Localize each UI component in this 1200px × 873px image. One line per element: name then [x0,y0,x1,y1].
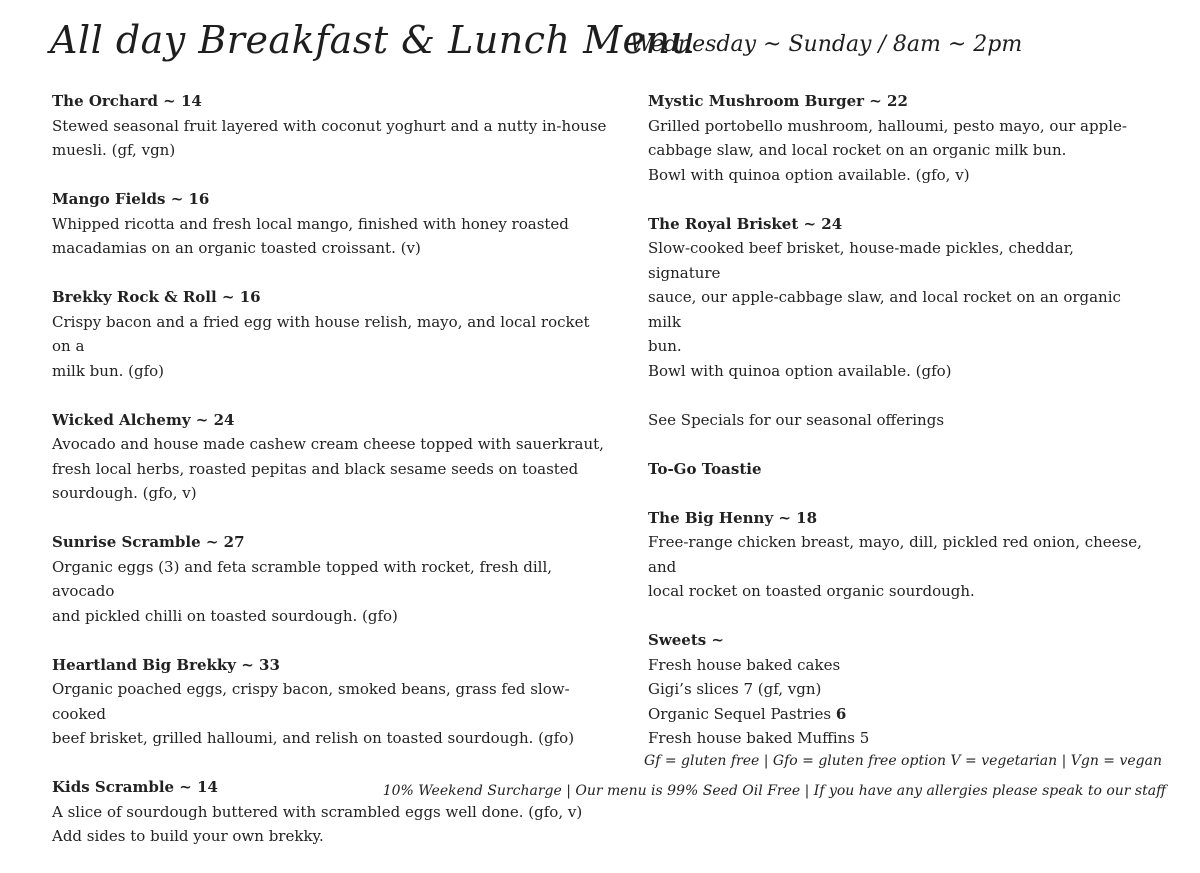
specials-text: See Specials for our seasonal offerings [648,410,945,429]
menu-item-description: sourdough. (gfo, v) [52,484,197,502]
menu-item-description: Bowl with quinoa option available. (gfo, v) [648,165,970,184]
footer-note: 10% Weekend Surcharge | Our menu is 99% Seed Oil Free | If you have any allergies please speak to our staff [382,783,1166,799]
menu-item-description: cabbage slaw, and local rocket on an organic milk bun. [648,141,1067,159]
menu-item-description: Avocado and house made cashew cream cheese topped with sauerkraut, [52,435,604,453]
right-column [648,89,1148,775]
menu-item-description: sauce, our apple-cabbage slaw, and local rocket on an organic milk [648,288,1121,331]
menu-item-description: milk bun. (gfo) [52,361,165,380]
menu-item-description: fresh local herbs, roasted pepitas and black sesame seeds on toasted [52,459,579,478]
sweets-item: Fresh house baked cakes [648,655,841,674]
menu-item-description: Add sides to build your own brekky. [52,827,324,845]
opening-hours: Wednesday ~ Sunday / 8am ~ 2pm [630,32,1023,57]
sweets-item-text: Organic Sequel Pastries [648,704,836,723]
menu-item-description: macadamias on an organic toasted croissant. (v) [52,239,421,257]
menu-item-description: Stewed seasonal fruit layered with coconut yoghurt and a nutty in-house [52,116,607,135]
menu-item-description: Whipped ricotta and fresh local mango, finished with honey roasted [52,214,569,233]
menu-item-title: Kids Scramble ~ 14 [52,778,218,796]
menu-item-description: muesli. (gf, vgn) [52,141,176,159]
sweets-item: Gigi’s slices 7 (gf, vgn) [648,680,822,698]
menu-item [52,408,612,506]
specials-note [648,408,1148,433]
menu-item-title: Wicked Alchemy ~ 24 [52,410,235,429]
menu-item-description: A slice of sourdough buttered with scrambled eggs well done. (gfo, v) [52,802,583,821]
menu-item-description: Free-range chicken breast, mayo, dill, pickled red onion, cheese, and [648,533,1142,576]
left-column [52,89,612,873]
togo-title: To-Go Toastie [648,459,762,478]
menu-item-title: Mango Fields ~ 16 [52,190,210,208]
menu-item-title: Brekky Rock & Roll ~ 16 [52,288,261,306]
menu-item-description: Bowl with quinoa option available. (gfo) [648,361,952,380]
menu-item-title: The Big Henny ~ 18 [648,508,818,527]
menu-item-description: Slow-cooked beef brisket, house-made pickles, cheddar, signature [648,239,1074,282]
menu-item-title: Sunrise Scramble ~ 27 [52,533,245,551]
togo-heading [648,457,1148,482]
menu-item [648,89,1148,187]
menu-item [648,506,1148,604]
menu-item-description: local rocket on toasted organic sourdough. [648,582,975,600]
menu-item-title: The Royal Brisket ~ 24 [648,214,843,233]
menu-item [52,530,612,628]
menu-item [52,285,612,383]
menu-item-title: The Orchard ~ 14 [52,92,202,110]
menu-item [52,187,612,261]
menu-item-description: Organic eggs (3) and feta scramble topped with rocket, fresh dill, avocado [52,557,553,600]
menu-item-description: and pickled chilli on toasted sourdough. (gfo) [52,606,398,625]
dietary-legend: Gf = gluten free | Gfo = gluten free option V = vegetarian | Vgn = vegan [644,753,1162,769]
menu-item-description: Grilled portobello mushroom, halloumi, pesto mayo, our apple- [648,116,1127,135]
menu-item-description: Crispy bacon and a fried egg with house relish, mayo, and local rocket on a [52,312,590,355]
sweets-item [648,702,1148,727]
menu-title: All day Breakfast & Lunch Menu [50,18,696,62]
menu-item-title: Mystic Mushroom Burger ~ 22 [648,92,908,110]
menu-item-description: bun. [648,337,682,355]
menu-item [52,653,612,751]
sweets-section [648,628,1148,751]
menu-item-description: Organic poached eggs, crispy bacon, smoked beans, grass fed slow-cooked [52,680,570,723]
menu-item [52,89,612,163]
menu-item-title: Heartland Big Brekky ~ 33 [52,655,280,674]
sweets-title: Sweets ~ [648,631,724,649]
sweets-item: Fresh house baked Muffins 5 [648,729,870,747]
menu-item [648,212,1148,384]
menu-item-description: beef brisket, grilled halloumi, and relish on toasted sourdough. (gfo) [52,729,575,747]
sweets-item-price: 6 [835,704,847,723]
